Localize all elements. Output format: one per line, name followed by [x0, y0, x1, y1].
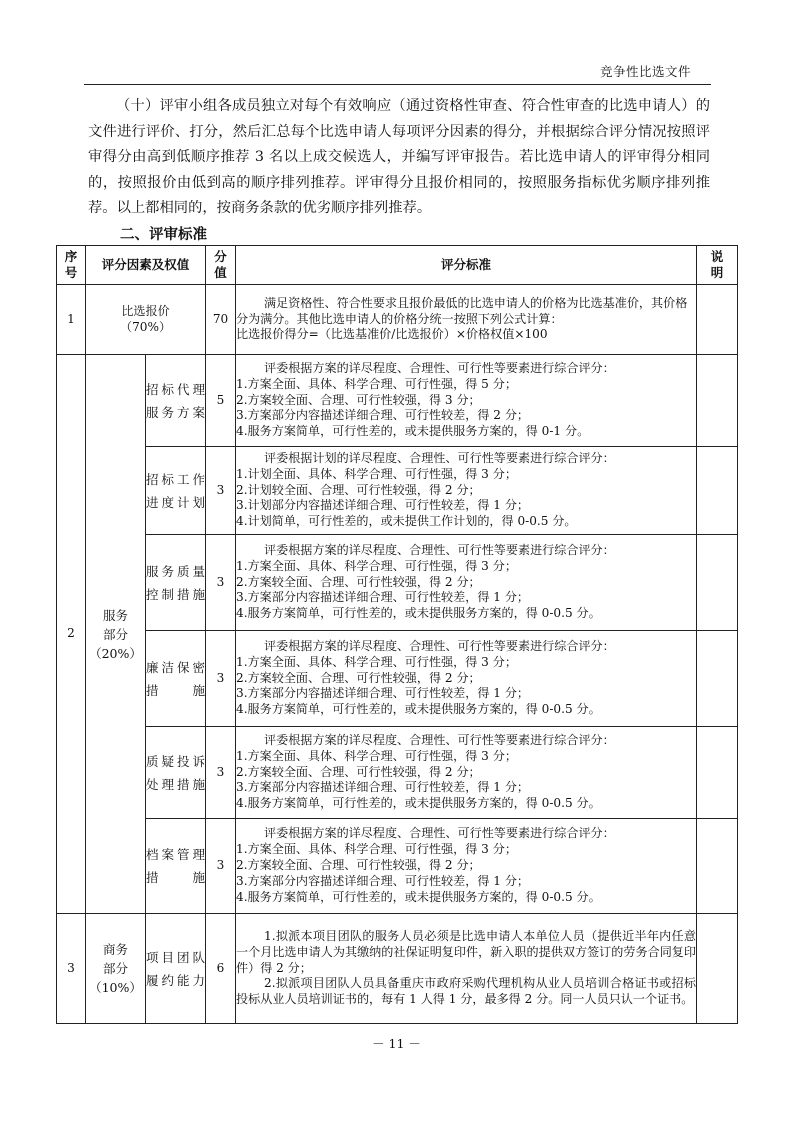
- section-heading: 二、评审标准: [120, 227, 207, 243]
- standard-line: 1.方案全面、具体、科学合理、可行性强，得 5 分；: [236, 376, 517, 391]
- table-row-service-3: [57, 535, 738, 631]
- row3-factor: [86, 914, 146, 1024]
- service-item-name: 服务质量控制措施: [146, 535, 206, 631]
- standard-line: 4.计划简单，可行性差的，或未提供工作计划的，得 0-0.5 分。: [236, 514, 577, 529]
- service-item-standard: [236, 631, 697, 727]
- criteria-table: [56, 245, 738, 1024]
- service-item-score: 5: [206, 355, 236, 447]
- standard-line: 1.方案全面、具体、科学合理、可行性强，得 3 分；: [236, 748, 517, 763]
- service-item-name: 质疑投诉处理措施: [146, 727, 206, 819]
- header-seq: 序号: [57, 246, 86, 285]
- standard-line: 3.方案部分内容描述详细合理、可行性较差，得 1 分；: [236, 873, 530, 888]
- service-item-name: 招标代理服务方案: [146, 355, 206, 447]
- standard-line: 评委根据计划的详尽程度、合理性、可行性等要素进行综合评分：: [264, 450, 615, 465]
- standard-line: 3.方案部分内容描述详细合理、可行性较差，得 1 分；: [236, 780, 530, 795]
- table-row-price: [57, 285, 738, 355]
- standard-line: 2.方案较全面、合理、可行性较强，得 2 分；: [236, 764, 481, 779]
- standard-line: 评委根据方案的详尽程度、合理性、可行性等要素进行综合评分：: [264, 360, 615, 375]
- service-item-standard: [236, 447, 697, 535]
- service-item-name: 招标工作进度计划: [146, 447, 206, 535]
- row1-standard-line: 满足资格性、符合性要求且报价最低的比选申请人的价格为比选基准价，其价格分为满分。其他比选申请人的价格分统一按照下列公式计算：: [236, 295, 688, 326]
- service-item-note: [697, 355, 738, 447]
- standard-line: 2.计划较全面、合理、可行性较强，得 2 分；: [236, 482, 481, 497]
- service-item-name: 廉洁保密措施: [146, 631, 206, 727]
- header-standard: 评分标准: [236, 246, 697, 285]
- service-item-note: [697, 819, 738, 914]
- table-header-row: [57, 246, 738, 285]
- row2-category: 服务部分: [102, 607, 128, 642]
- row1-seq: 1: [57, 285, 86, 355]
- standard-line: 4.服务方案简单，可行性差的，或未提供服务方案的，得 0-0.5 分。: [236, 889, 601, 904]
- header-rule: [84, 84, 711, 85]
- intro-paragraph-text: （十）评审小组各成员独立对每个有效响应（通过资格性审查、符合性审查的比选申请人）的文件进行评价、打分，然后汇总每个比选申请人每项评分因素的得分，并根据综合评分情况按照评审得分由高到低顺序推荐 3 名以上成交候选人，并编写评审报告。若比选申请人的评审得分相同的，按照报价由低到高的顺序排列推荐。评审得分且报价相同的，按照服务指标优劣顺序排列推荐。以上都相同的，按商务条款的优劣顺序排列推荐。: [88, 98, 710, 217]
- standard-line: 2.方案较全面、合理、可行性较强，得 2 分；: [236, 670, 481, 685]
- service-item-note: [697, 535, 738, 631]
- standard-line: 1.拟派本项目团队的服务人员必须是比选申请人本单位人员（提供近半年内任意一个月比选申请人为其缴纳的社保证明复印件，新入职的提供双方签订的劳务合同复印件）得 2 分；: [236, 928, 697, 975]
- standard-line: 4.服务方案简单，可行性差的，或未提供服务方案的，得 0-0.5 分。: [236, 796, 601, 811]
- standard-line: 4.服务方案简单，可行性差的，或未提供服务方案的，得 0-0.5 分。: [236, 606, 601, 621]
- row1-weight: （70%）: [119, 319, 172, 334]
- row3-category: 商务部分: [102, 942, 128, 976]
- service-item-score: 3: [206, 447, 236, 535]
- business-item-note: [697, 914, 738, 1024]
- service-item-note: [697, 631, 738, 727]
- table-row-service-2: [57, 447, 738, 535]
- standard-line: 3.方案部分内容描述详细合理、可行性较差，得 1 分；: [236, 590, 530, 605]
- standard-line: 评委根据方案的详尽程度、合理性、可行性等要素进行综合评分：: [264, 638, 615, 653]
- service-item-note: [697, 447, 738, 535]
- standard-line: 4.服务方案简单，可行性差的，或未提供服务方案的，得 0-0.5 分。: [236, 702, 601, 717]
- service-item-standard: [236, 535, 697, 631]
- service-item-note: [697, 727, 738, 819]
- header-score: 分值: [206, 246, 236, 285]
- row3-seq: 3: [57, 914, 86, 1024]
- standard-line: 评委根据方案的详尽程度、合理性、可行性等要素进行综合评分：: [264, 826, 615, 841]
- row2-weight: （20%）: [89, 645, 142, 661]
- header-note: 说明: [697, 246, 738, 285]
- service-item-score: 3: [206, 535, 236, 631]
- row3-weight: （10%）: [89, 980, 142, 995]
- service-item-standard: [236, 819, 697, 914]
- table-row-service-1: [57, 355, 738, 447]
- standard-line: 1.方案全面、具体、科学合理、可行性强，得 3 分；: [236, 842, 517, 857]
- service-item-name: 档案管理措施: [146, 819, 206, 914]
- row1-note: [697, 285, 738, 355]
- standard-line: 2.方案较全面、合理、可行性较强，得 2 分；: [236, 858, 481, 873]
- row1-score: 70: [206, 285, 236, 355]
- service-item-standard: [236, 727, 697, 819]
- standard-line: 3.计划部分内容描述详细合理、可行性较差，得 1 分；: [236, 498, 530, 513]
- standard-line: 1.方案全面、具体、科学合理、可行性强，得 3 分；: [236, 558, 517, 573]
- standard-line: 3.方案部分内容描述详细合理、可行性较差，得 1 分；: [236, 686, 530, 701]
- row1-standard-formula: 比选报价得分=（比选基准价/比选报价）×价格权值×100: [236, 327, 548, 342]
- document-header-title: 竞争性比选文件: [599, 64, 691, 79]
- standard-line: 2.方案较全面、合理、可行性较强，得 3 分；: [236, 392, 481, 407]
- standard-line: 2.拟派项目团队人员具备重庆市政府采购代理机构从业人员培训合格证书或招标投标从业人员培训证书的，每有 1 人得 1 分，最多得 2 分。同一人员只认一个证书。: [236, 976, 697, 1007]
- business-item-score: 6: [206, 914, 236, 1024]
- business-item-standard: [236, 914, 697, 1024]
- standard-line: 4.服务方案简单，可行性差的，或未提供服务方案的，得 0-1 分。: [236, 424, 590, 439]
- row2-seq: 2: [57, 355, 86, 914]
- table-row-business: [57, 914, 738, 1024]
- page-number: － 11 －: [372, 1036, 421, 1051]
- table-row-service-4: [57, 631, 738, 727]
- service-item-score: 3: [206, 727, 236, 819]
- standard-line: 2.方案较全面、合理、可行性较强，得 2 分；: [236, 574, 481, 589]
- standard-line: 3.方案部分内容描述详细合理、可行性较差，得 2 分；: [236, 408, 530, 423]
- table-row-service-5: [57, 727, 738, 819]
- table-row-service-6: [57, 819, 738, 914]
- business-item-name: 项目团队履约能力: [146, 914, 206, 1024]
- service-item-standard: [236, 355, 697, 447]
- service-item-score: 3: [206, 819, 236, 914]
- header-factor: 评分因素及权值: [86, 246, 206, 285]
- row1-factor: [86, 285, 206, 355]
- standard-line: 评委根据方案的详尽程度、合理性、可行性等要素进行综合评分：: [264, 732, 615, 747]
- row1-standard: [236, 285, 697, 355]
- service-item-score: 3: [206, 631, 236, 727]
- intro-paragraph: [88, 94, 710, 222]
- row1-category: 比选报价: [121, 303, 170, 318]
- standard-line: 评委根据方案的详尽程度、合理性、可行性等要素进行综合评分：: [264, 542, 615, 557]
- standard-line: 1.计划全面、具体、科学合理、可行性强，得 3 分；: [236, 466, 517, 481]
- standard-line: 1.方案全面、具体、科学合理、可行性强，得 3 分；: [236, 654, 517, 669]
- row2-factor: [86, 355, 146, 914]
